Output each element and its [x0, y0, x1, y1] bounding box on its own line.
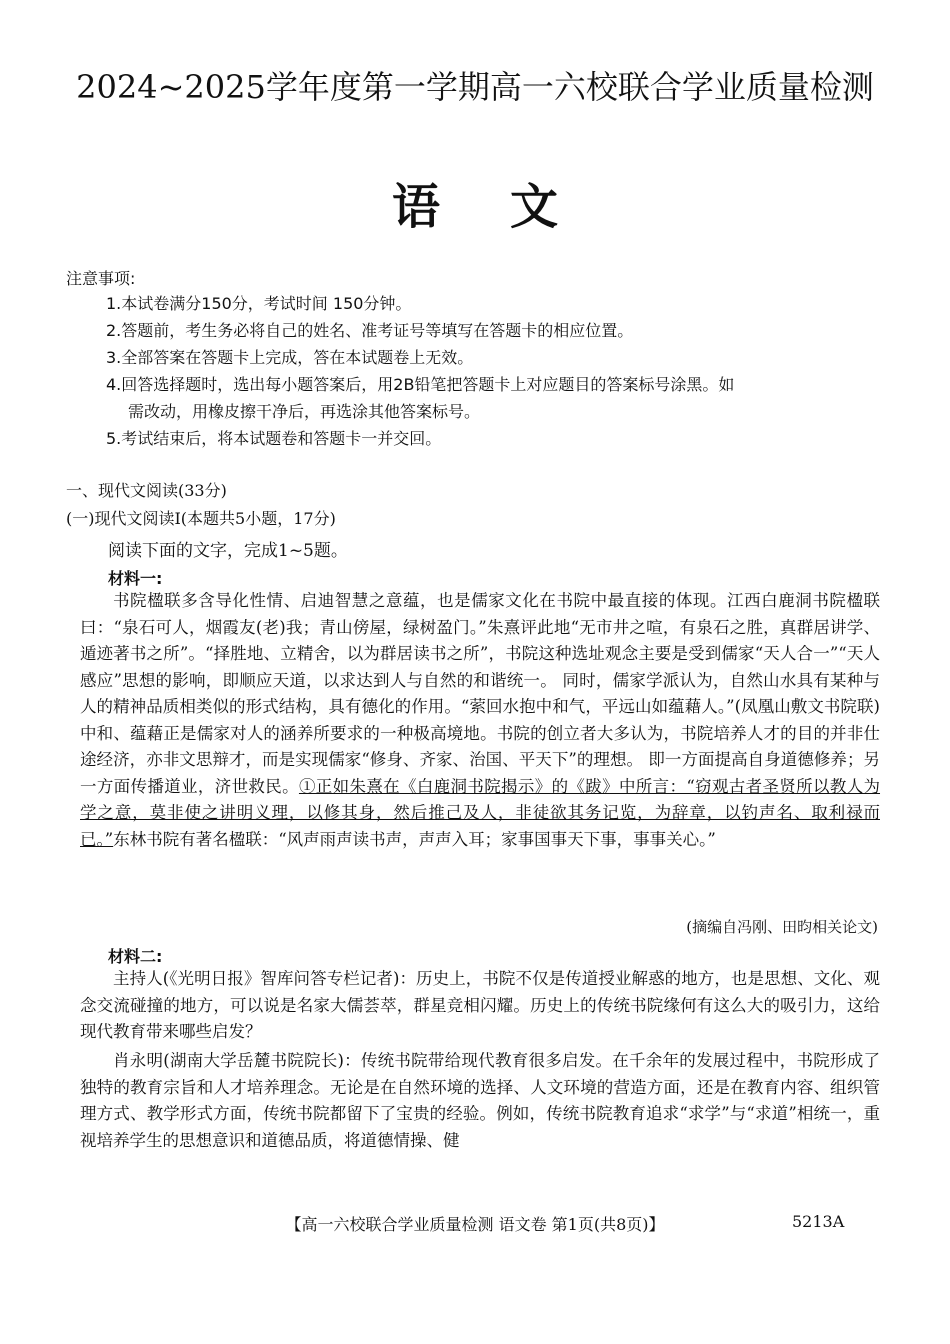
notice-item: 需改动，用橡皮擦干净后，再选涂其他答案标号。 [128, 402, 481, 421]
material2-para1: 主持人(《光明日报》智库问答专栏记者)：历史上，书院不仅是传道授业解惑的地方，也是思想、文化、观念交流碰撞的地方，可以说是名家大儒荟萃，群星竞相闪耀。历史上的传统书院缘何有这么大的吸引力，这给现代教育带来哪些启发？ [80, 969, 880, 1041]
material2-label: 材料二: [108, 947, 163, 966]
material1-label: 材料一: [108, 569, 163, 588]
material1-source: (摘编自冯刚、田昀相关论文) [686, 918, 878, 936]
material1-underlined-sentence: ①正如朱熹在《白鹿洞书院揭示》的《跋》中所言：“窃观古者圣贤所以教人为学之意，莫非使之讲明义理，以修其身，然后推己及人，非徒欲其务记览，为辞章，以钓声名、取利禄而已。” [80, 776, 881, 849]
section-title: 一、现代文阅读(33分) [66, 481, 227, 500]
notice-list [106, 290, 886, 452]
exam-title: 2024~2025学年度第一学期高一六校联合学业质量检测 [76, 68, 874, 106]
notice-item: 5.考试结束后，将本试题卷和答题卡一并交回。 [106, 429, 442, 448]
notice-item: 2.答题前，考生务必将自己的姓名、准考证号等填写在答题卡的相应位置。 [106, 321, 634, 340]
material1-text-before: 书院楹联多含导化性情、启迪智慧之意蕴，也是儒家文化在书院中最直接的体现。江西白鹿洞书院楹联曰：“泉石可人，烟霞友(老)我；青山傍屋，绿树盈门。”朱熹评此地“无市井之喧，有泉石之胜，真群居讲学、遁迹著书之所”。“择胜地、立精舍，以为群居读书之所”，书院这种选址观念主要是受到儒家“天人合一”“天人感应”思想的影响，即顺应天道，以求达到人与自然的和谐统一。 同时，儒家学派认为，自然山水具有某种与人的精神品质相类似的形式结构，具有德化的作用。“萦回水抱中和气，平远山如蕴藉人。”(凤凰山敷文书院联)中和、蕴藉正是儒家对人的涵养所要求的一种极高境地。书院的创立者大多认为，书院培养人才的目的并非仕途经济，亦非文思辩才，而是实现儒家“修身、齐家、治国、平天下”的理想。 即一方面提高自身道德修养；另一方面传播道业，济世救民。 [80, 591, 880, 796]
material1-text [80, 588, 880, 853]
notice-item: 4.回答选择题时，选出每小题答案后，用2B铅笔把答题卡上对应题目的答案标号涂黑。如 [106, 375, 735, 394]
material1-text-after: 东林书院有著名楹联：“风声雨声读书声，声声入耳；家事国事天下事，事事关心。” [113, 829, 716, 849]
notice-item: 1.本试卷满分150分，考试时间 150分钟。 [106, 294, 412, 313]
subsection-title: (一)现代文阅读Ⅰ(本题共5小题，17分) [66, 509, 336, 528]
subject-title: 语文 [391, 179, 628, 235]
material2-para2: 肖永明(湖南大学岳麓书院院长)：传统书院带给现代教育很多启发。在千余年的发展过程中，书院形成了独特的教育宗旨和人才培养理念。无论是在自然环境的选择、人文环境的营造方面，还是在教育内容、组织管理方式、教学形式方面，传统书院都留下了宝贵的经验。例如，传统书院教育追求“求学”与“求道”相统一，重视培养学生的思想意识和道德品质，将道德情操、健 [80, 1051, 880, 1150]
instruction: 阅读下面的文字，完成1~5题。 [108, 541, 348, 561]
notice-item: 3.全部答案在答题卡上完成，答在本试题卷上无效。 [106, 348, 474, 367]
exam-code: 5213A [792, 1212, 845, 1231]
page-footer: 【高一六校联合学业质量检测 语文卷 第1页(共8页)】 [285, 1215, 665, 1234]
notice-heading: 注意事项: [66, 269, 136, 288]
